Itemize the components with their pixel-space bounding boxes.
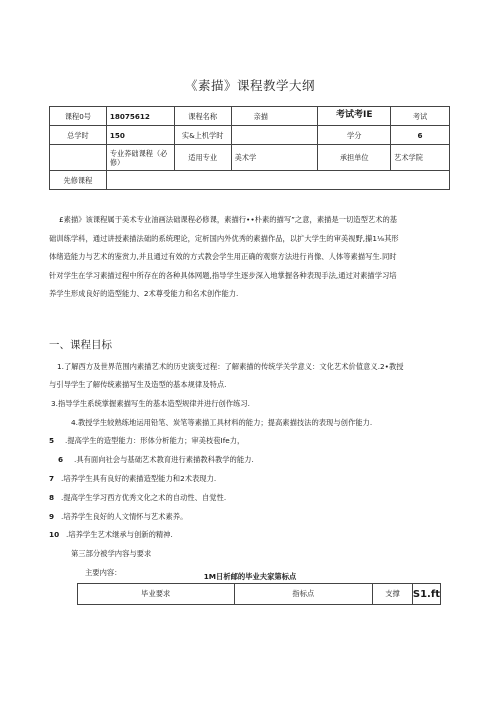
requirements-table [77,583,441,605]
table-row [50,171,450,190]
table-cell: 18075612 [106,107,174,126]
goal-item: .提高学生学习西方优秀文化之术的自动性、自觉性. [61,493,227,502]
course-info-table [49,106,450,190]
intro-line: 养学生形成良好的造型能力、2术尊受能力和名术创作能力. [49,289,239,298]
document-title: 《素描》课程教学大纲 [184,78,315,93]
goal-item: .培养学生具有良好的素描造型能力和2术表现力. [61,474,217,483]
table-cell: 艺术学院 [391,145,450,171]
intro-line: 础训练学科，通过讲授素描法础的系统理论，定析国内外优秀的素描作品，以扩大学生的审美视野,攥1⅛其形 [49,233,399,243]
goal-item: .提高学生的造型能力：形体分析能力；审美枝苞Ife力， [65,436,245,445]
table-cell: 考试考IE [318,107,391,126]
table-cell: 亲描 [231,107,318,126]
goal-number: 6 [58,455,64,464]
goal-item: .培养学生艺术继承与创新的精神. [66,530,173,539]
goal-number: 7 [49,474,55,483]
table-cell [50,145,107,171]
table-header-cell: 毕业要求 [78,584,235,605]
table-header-cell: S1.ft [412,584,440,605]
goal-item: .具有面向社会与基础艺术教育进行素描教科教学的能力. [74,455,254,464]
intro-line: 体绪造能力与艺术的鉴赏力,并且通过有效的方式教会学生用正确的观察方法进行肖像、人体等素描写生.同时 [49,252,397,261]
goal-number: 10 [49,530,60,539]
table-cell: 先修课程 [50,171,107,190]
table-header-row [78,584,441,605]
table-cell: 课程名称 [174,107,231,126]
table-cell [106,171,449,190]
table-cell: 承担单位 [318,145,391,171]
part-heading: 第三部分被学内容与要求 [71,549,152,558]
table-cell: 实&上机学时 [174,126,231,145]
table-header-cell: 指标点 [234,584,373,605]
intro-line: £素描》该课程属于美术专业油画法础课程必修课，素描行••朴素的描写”之意，素描是一切造型艺术的基 [59,215,398,224]
goal-number: 5 [49,436,55,445]
table-cell: 考试 [391,107,450,126]
table-row [50,107,450,126]
table-cell: 适用专业 [174,145,231,171]
table-cell [231,126,318,145]
goal-item: 4.教授学生较熟练地运用铅笔、炭笔等素描工具材料的能力；提高素描技法的表现与创作能力. [71,418,373,427]
table-caption: 1M日析邮的毕业夫家第标点 [203,572,297,581]
table-cell: 150 [106,126,174,145]
table-row [50,145,450,171]
table-cell: 专业荞础课程（必修） [106,145,174,171]
section-heading: 一、课程目标 [49,339,112,351]
table-cell: 6 [391,126,450,145]
intro-line: 针对学生在学习素描过程中所存在的各种具体网题,指导学生逐步深入地掌握各种表现手法,通过对素描学习培 [49,270,397,280]
goal-item: 3.指导学生系统掌握素描写生的基本造型规律并进行创作练习. [51,399,250,408]
table-cell: 美术学 [231,145,318,171]
table-cell: 总学时 [50,126,107,145]
subheading: 主要内容： [85,568,122,577]
goal-item: .培养学生良好的人文情怀与艺术素养。 [61,512,188,521]
intro-paragraph [49,211,453,304]
goal-item: 1.了解西方及世界范围内素描艺术的历史演变过程：了解素描的传统学关学意义：文化艺术价值意义.2•教授 [57,362,404,371]
table-cell: 课程0号 [50,107,107,126]
table-cell: 学分 [318,126,391,145]
goal-number: 8 [49,493,55,502]
goal-number: 9 [49,512,55,521]
table-row [50,126,450,145]
goal-item: 与引导学生了解传统素描写生及造型的基本规律及特点. [49,380,227,389]
table-header-cell: 支撑 [373,584,413,605]
